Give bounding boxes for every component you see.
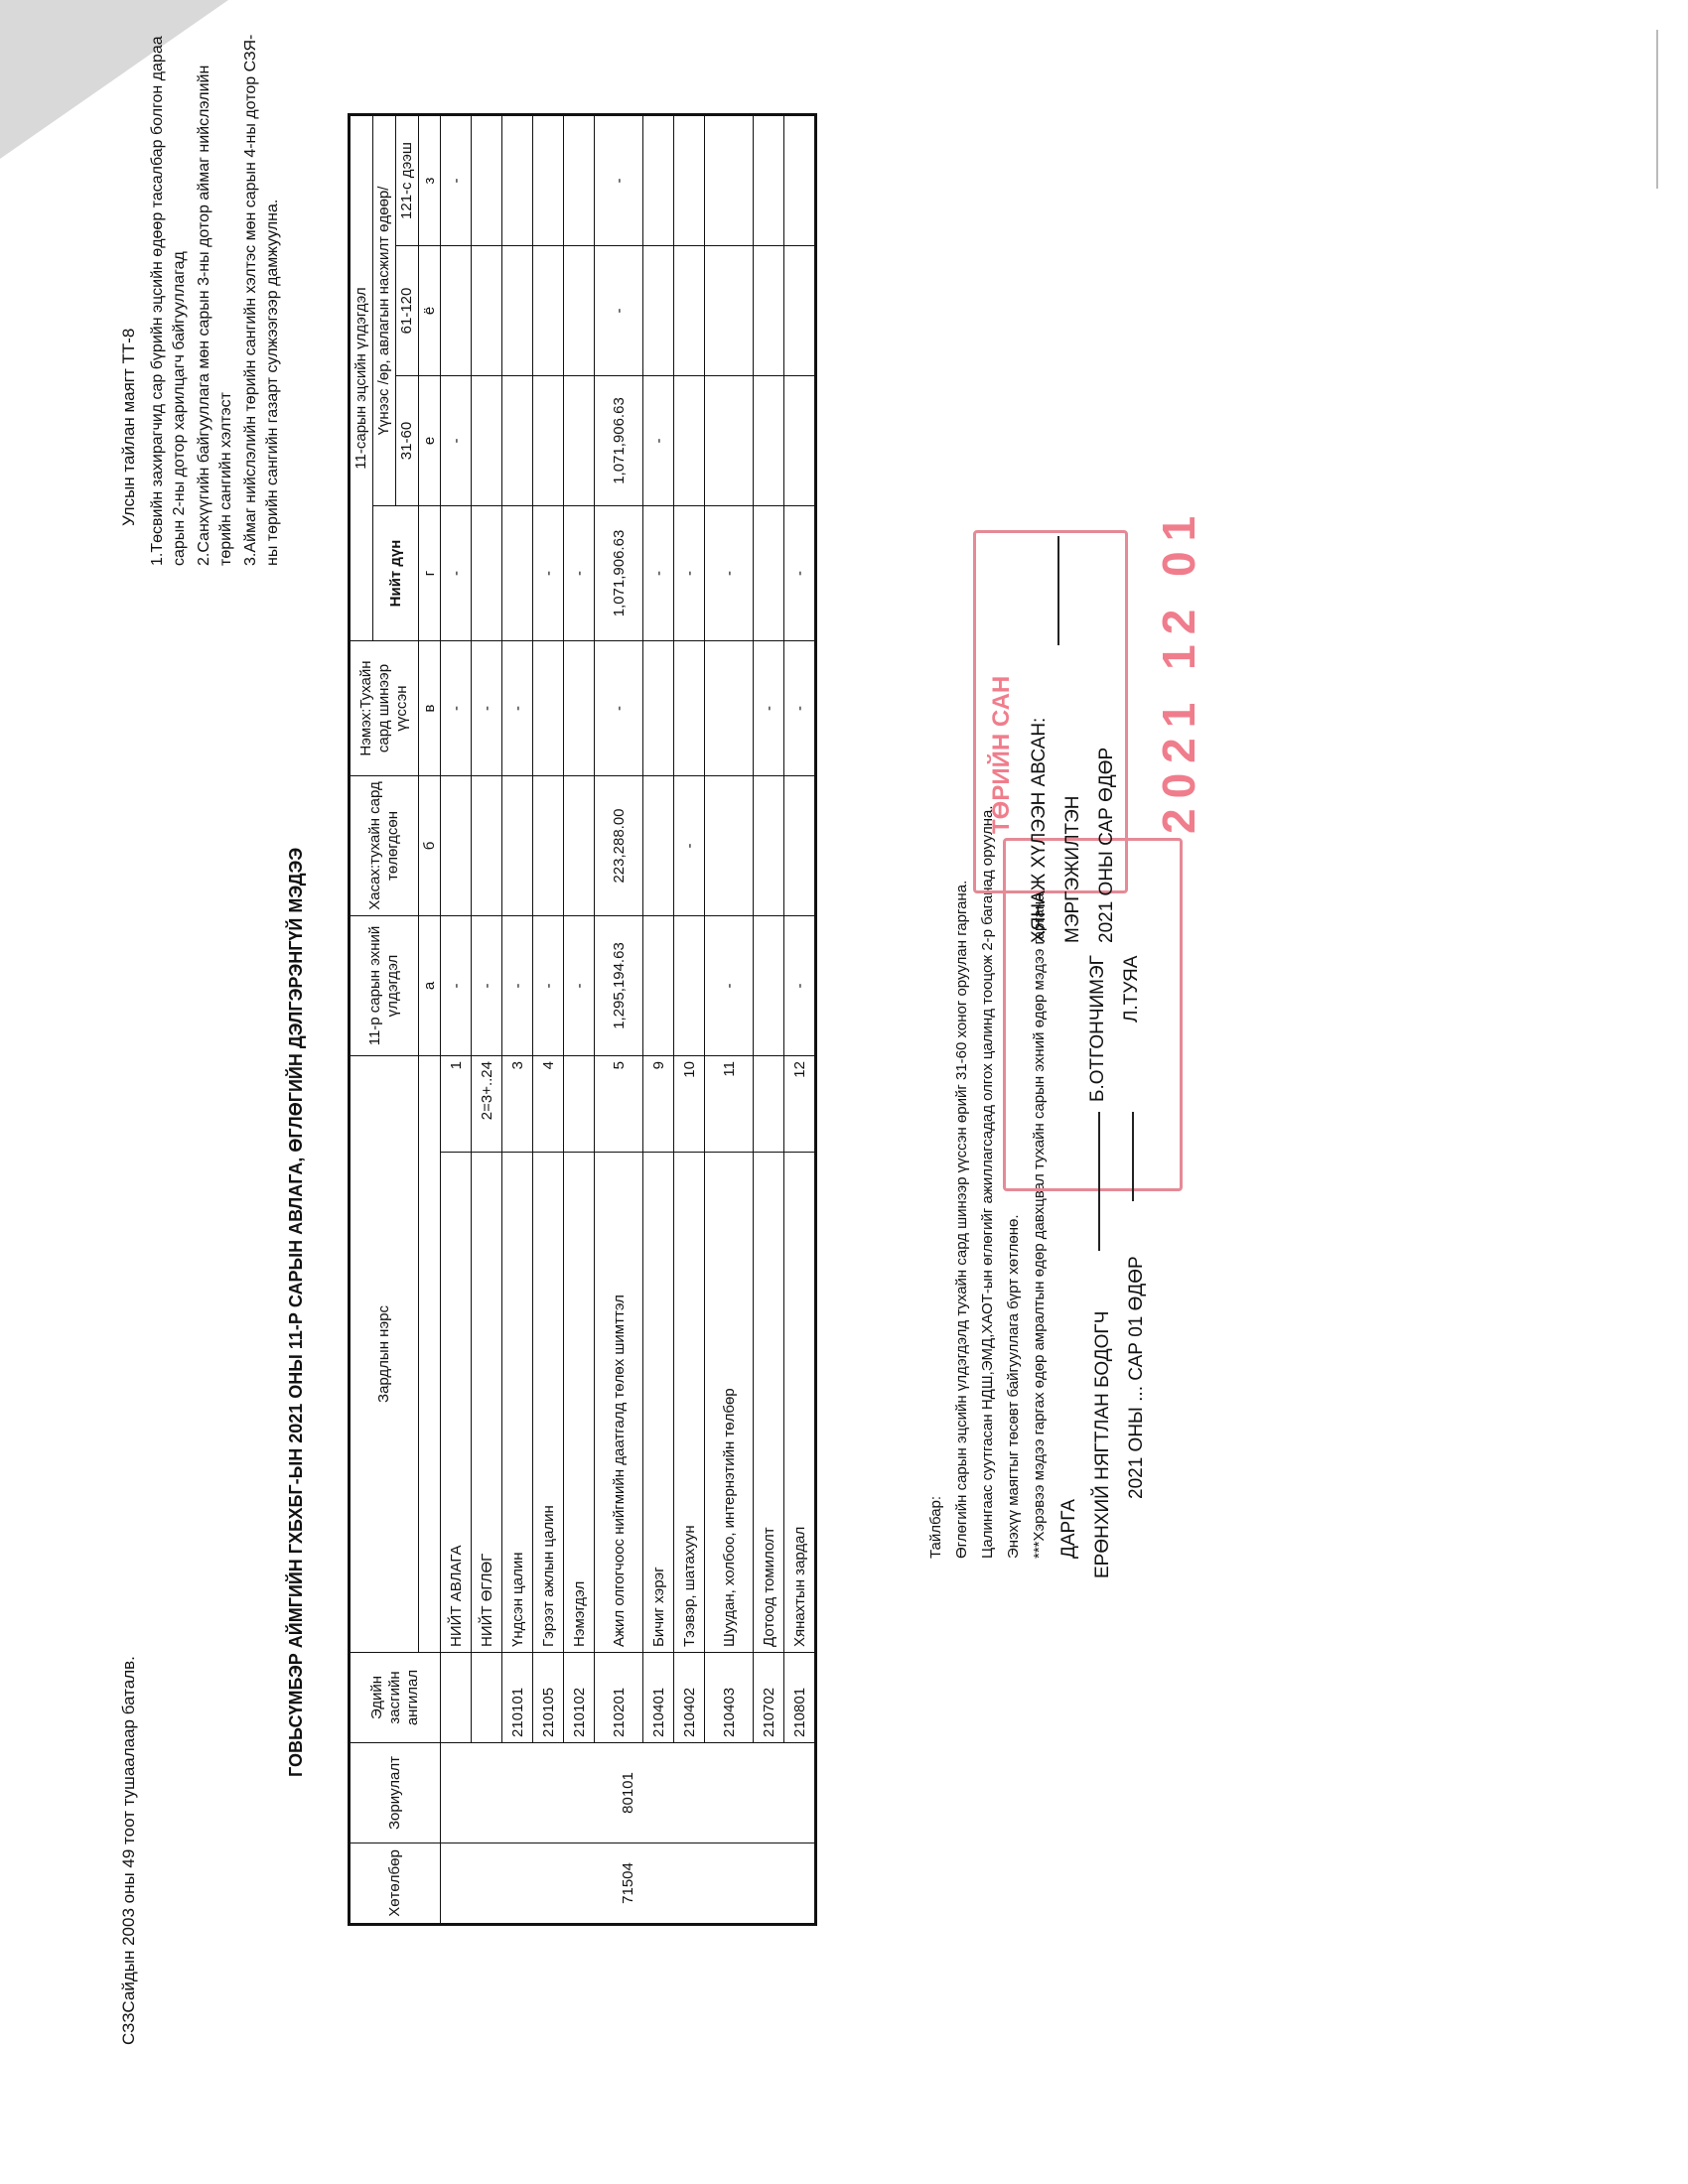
new-value: - [472, 641, 502, 776]
table-row [595, 115, 643, 1925]
instructions [147, 30, 287, 566]
ageing-61-120 [784, 246, 816, 376]
header-row-1 [350, 115, 373, 1925]
sign-date-left: 2021 ОНЫ ... САР 01 ӨДӨР [1126, 1256, 1147, 1499]
instruction-3: 3.Аймаг нийслэлийн төрийн сангийн хэлтэс мөн сарын 4-ны дотор СЗЯ-ны төрийн сангийн газарт сулжээгээр дамжуулна. [242, 34, 281, 566]
item-name: Бичиг хэрэг [643, 1152, 674, 1652]
scan-edge [1656, 30, 1658, 189]
letter-b: б [419, 776, 441, 916]
ageing-121 [472, 115, 502, 246]
econ-code [441, 1653, 472, 1743]
ageing-31-60: - [643, 376, 674, 506]
opening-value: - [533, 916, 564, 1056]
chief-accountant-title: ЕРӨНХИЙ НЯГТЛАН БОДОГЧ [1092, 1310, 1113, 1578]
ageing-31-60 [533, 376, 564, 506]
report-title: ГОВЬСҮМБЭР АЙМГИЙН ГХБХБГ-ЫН 2021 ОНЫ 11-Р САРЫН АВЛАГА, ӨГЛӨГИЙН ДЭЛГЭРЭНГҮЙ МЭДЭЭ [286, 847, 306, 1777]
notes-label: Тайлбар: [927, 1495, 944, 1559]
instruction-1: 1.Төсвийн захирагчид сар бүрийн эцсийн өдөөр тасалбар болгон дараа сарын 2-ны дотор харилцагч байгууллагад [149, 36, 188, 566]
row-number [564, 1056, 595, 1153]
new-value: - [502, 641, 533, 776]
ageing-121: - [441, 115, 472, 246]
ageing-31-60 [705, 376, 754, 506]
table-row [754, 115, 784, 1925]
ageing-61-120 [674, 246, 705, 376]
ageing-121 [674, 115, 705, 246]
item-name: Ажил олгогчоос нийгмийн даатгалд төлөх шимттэл [595, 1152, 643, 1652]
approval-line: СЗЗСайдын 2003 оны 49 тоот тушаалаар баталв. [119, 1656, 138, 2045]
program-code: 71504 [441, 1843, 816, 1925]
ageing-61-120: - [595, 246, 643, 376]
col-31-60: 31-60 [396, 376, 419, 506]
ageing-31-60 [674, 376, 705, 506]
item-name: Үндсэн цалин [502, 1152, 533, 1652]
opening-value [754, 916, 784, 1056]
ageing-61-120 [502, 246, 533, 376]
paid-value: 223,288.00 [595, 776, 643, 916]
ageing-121 [643, 115, 674, 246]
ageing-121 [564, 115, 595, 246]
closing-total: - [674, 506, 705, 641]
ageing-121 [784, 115, 816, 246]
ageing-31-60 [564, 376, 595, 506]
row-number: 1 [441, 1056, 472, 1153]
item-name: Гэрээт ажлын цалин [533, 1152, 564, 1652]
director-name: Б.ОТГОНЧИМЭГ [1087, 955, 1108, 1102]
specialist: МЭРГЭЖИЛТЭН [1062, 795, 1083, 943]
opening-value: 1,295,194.63 [595, 916, 643, 1056]
opening-value: - [564, 916, 595, 1056]
ageing-61-120 [533, 246, 564, 376]
table-row [472, 115, 502, 1925]
paid-value: - [674, 776, 705, 916]
letter-z: з [419, 115, 441, 246]
row-number: 2=3+..24 [472, 1056, 502, 1153]
col-purpose: Зориулалт [350, 1743, 441, 1843]
stamp-right-text: ТӨРИЙН САН [988, 675, 1015, 834]
new-value [533, 641, 564, 776]
opening-value: - [441, 916, 472, 1056]
new-value: - [441, 641, 472, 776]
col-program: Хөтөлбөр [350, 1843, 441, 1925]
letter-v: в [419, 641, 441, 776]
new-value: - [754, 641, 784, 776]
item-name: Шуудан, холбоо, интернэтийн төлбөр [705, 1152, 754, 1652]
item-name: Дотоод томилолт [754, 1152, 784, 1652]
ageing-61-120 [564, 246, 595, 376]
ageing-61-120 [705, 246, 754, 376]
closing-total: - [643, 506, 674, 641]
econ-code: 210801 [784, 1653, 816, 1743]
opening-value [643, 916, 674, 1056]
new-value: - [595, 641, 643, 776]
date-stamp: 2021 12 01 [1153, 505, 1204, 834]
ageing-121 [502, 115, 533, 246]
econ-code: 210401 [643, 1653, 674, 1743]
col-61-120: 61-120 [396, 246, 419, 376]
opening-value: - [502, 916, 533, 1056]
paid-value [502, 776, 533, 916]
econ-code: 210403 [705, 1653, 754, 1743]
purpose-code: 80101 [441, 1743, 816, 1843]
ageing-61-120 [754, 246, 784, 376]
item-name: НИЙТ ӨГЛӨГ [472, 1152, 502, 1652]
rotated-report-sheet [109, 10, 1301, 2055]
paid-value [705, 776, 754, 916]
closing-total [472, 506, 502, 641]
col-minus: Хасах:тухайн сард төлөгдсөн [350, 776, 419, 916]
letter-a: а [419, 916, 441, 1056]
paid-value [441, 776, 472, 916]
closing-total [502, 506, 533, 641]
col-econ: Эдийн засгийн ангилал [350, 1653, 441, 1743]
closing-total: - [441, 506, 472, 641]
col-total: Нийт дүн [373, 506, 419, 641]
table-row [564, 115, 595, 1925]
item-name: НИЙТ АВЛАГА [441, 1152, 472, 1652]
row-number: 9 [643, 1056, 674, 1153]
paid-value [643, 776, 674, 916]
signature-mark-2 [1132, 1112, 1134, 1201]
row-number: 4 [533, 1056, 564, 1153]
table-row [705, 115, 754, 1925]
note-4: ***Хэрэвээ мэдээ гаргах өдөр амралтын өдөр давхцвал тухайн сарын эхний өдөр мэдээ гаргана. [1031, 888, 1048, 1559]
econ-code: 210105 [533, 1653, 564, 1743]
table-row [441, 115, 472, 1925]
econ-code [472, 1653, 502, 1743]
paid-value [564, 776, 595, 916]
note-2: Цалингаас суутгасан НДШ,ЭМД,ХАОТ-ын өглөгийг ажиллагсадад олгох цалинд тооцож 2-р баганад оруулна. [979, 805, 996, 1559]
new-value [643, 641, 674, 776]
ageing-31-60 [784, 376, 816, 506]
closing-total: - [564, 506, 595, 641]
row-number: 11 [705, 1056, 754, 1153]
col-ageing: Үүнээс /өр, авлагын насжилт өдөөр/ [373, 115, 396, 506]
ageing-121: - [595, 115, 643, 246]
ageing-121 [533, 115, 564, 246]
ageing-121 [754, 115, 784, 246]
note-1: Өглөгийн сарын эцсийн үлдэгдэлд тухайн сард шинээр үүссэн өрийг 31-60 хоног оруулан гаргана. [953, 880, 970, 1559]
econ-code: 210102 [564, 1653, 595, 1743]
paid-value [784, 776, 816, 916]
opening-value: - [705, 916, 754, 1056]
table-row [674, 115, 705, 1925]
col-item: Зардлын нэрс [350, 1056, 419, 1653]
paid-value [472, 776, 502, 916]
ageing-31-60: 1,071,906.63 [595, 376, 643, 506]
instruction-2: 2.Санхүүгийн байгууллага мөн сарын 3-ны дотор аймаг нийслэлийн төрийн сангийн хэлтэст [196, 65, 234, 566]
col-opening: 11-р сарын эхний үлдэгдэл [350, 916, 419, 1056]
econ-code: 210201 [595, 1653, 643, 1743]
econ-code: 210702 [754, 1653, 784, 1743]
table-row [643, 115, 674, 1925]
econ-code: 210101 [502, 1653, 533, 1743]
received-by: ХЯНАЖ ХҮЛЭЭН АВСАН: [1029, 717, 1050, 943]
ageing-31-60 [472, 376, 502, 506]
letter-yo: ё [419, 246, 441, 376]
signature-mark-3 [1057, 536, 1059, 645]
row-number: 3 [502, 1056, 533, 1153]
new-value [674, 641, 705, 776]
col-plus: Нэмэх:Тухайн сард шинээр үүссэн [350, 641, 419, 776]
sign-date-right: 2021 ОНЫ САР ӨДӨР [1096, 747, 1117, 943]
closing-total: - [784, 506, 816, 641]
closing-total: - [533, 506, 564, 641]
signature-block-right [1023, 718, 1124, 943]
letter-e: е [419, 376, 441, 506]
ageing-31-60 [754, 376, 784, 506]
row-number: 12 [784, 1056, 816, 1153]
closing-total: 1,071,906.63 [595, 506, 643, 641]
row-number [754, 1056, 784, 1153]
report-table [348, 113, 817, 1926]
opening-value [674, 916, 705, 1056]
ageing-121 [705, 115, 754, 246]
table-row [533, 115, 564, 1925]
econ-code: 210402 [674, 1653, 705, 1743]
closing-total [754, 506, 784, 641]
new-value [705, 641, 754, 776]
ageing-31-60 [502, 376, 533, 506]
accountant-name: Л.ТУЯА [1121, 955, 1142, 1023]
closing-total: - [705, 506, 754, 641]
col-closing: 11-сарын эцсийн үлдэгдэл [350, 115, 373, 641]
row-number: 10 [674, 1056, 705, 1153]
table-row [784, 115, 816, 1925]
new-value: - [784, 641, 816, 776]
signature-block-left [1053, 1256, 1154, 1578]
signature-mark-1 [1098, 1112, 1100, 1251]
note-3: Энэхүү маягтыг төсөвт байгууллага бүрт хөтлөнө. [1005, 1214, 1022, 1559]
director-title: ДАРГА [1058, 1499, 1079, 1559]
item-name: Хянахтын зардал [784, 1152, 816, 1652]
ageing-61-120 [472, 246, 502, 376]
opening-value: - [472, 916, 502, 1056]
row-number: 5 [595, 1056, 643, 1153]
new-value [564, 641, 595, 776]
col-121: 121-с дээш [396, 115, 419, 246]
item-name: Тээвэр, шатахуун [674, 1152, 705, 1652]
ageing-31-60: - [441, 376, 472, 506]
ageing-61-120 [441, 246, 472, 376]
opening-value: - [784, 916, 816, 1056]
ageing-61-120 [643, 246, 674, 376]
letter-g: г [419, 506, 441, 641]
paid-value [533, 776, 564, 916]
paid-value [754, 776, 784, 916]
table-row [502, 115, 533, 1925]
item-name: Нэмэгдэл [564, 1152, 595, 1652]
form-number: Улсын тайлан маягт ТТ-8 [119, 328, 138, 526]
